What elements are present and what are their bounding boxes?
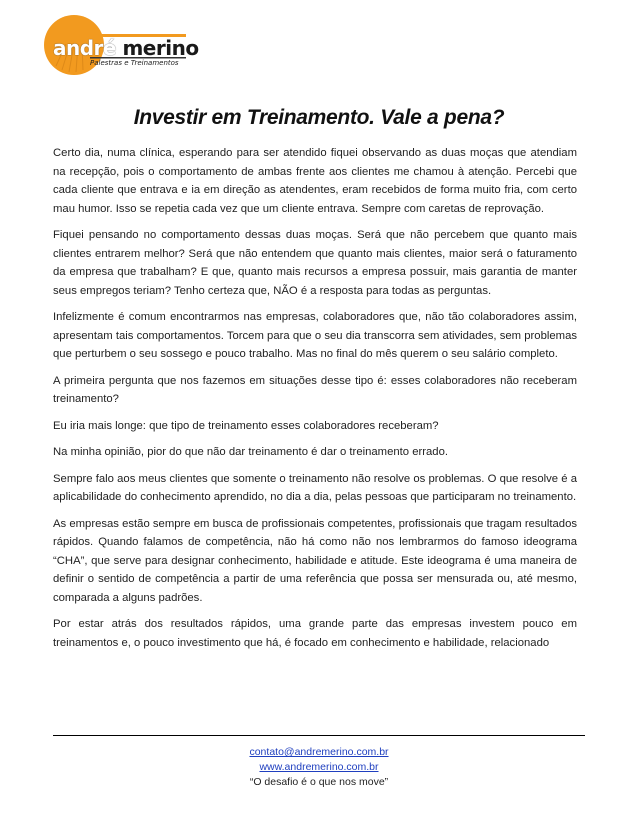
- logo-wordmark: [53, 36, 199, 60]
- paragraph: Certo dia, numa clínica, esperando para ser atendido fiquei observando as duas moças que atendiam na recepção, pois o comportamento de ambas frente aos clientes me chamou à atenção. Percebi que cada cliente que entrava e ia em direção as atendentes, eram recebidos de forma muito fria, com certo mau humor. Isso se repetia cada vez que um cliente entrava. Sempre com caretas de reprovação.: [53, 147, 577, 215]
- email-link[interactable]: contato@andremerino.com.br: [249, 746, 389, 758]
- footer-divider: [53, 735, 585, 736]
- paragraph: Sempre falo aos meus clientes que somente o treinamento não resolve os problemas. O que resolve é a aplicabilidade do conhecimento aprendido, no dia a dia, pelas pessoas que participaram no treinamento.: [53, 472, 577, 503]
- paragraph: A primeira pergunta que nos fazemos em situações desse tipo é: esses colaboradores não receberam treinamento?: [53, 374, 577, 405]
- document-body: [53, 144, 577, 660]
- paragraph: As empresas estão sempre em busca de profissionais competentes, profissionais que tragam resultados rápidos. Quando falamos de competência, não há como não nos lembrarmos do famoso ideograma “CHA”, que serve para designar conhecimento, habilidade e atitude. Este ideograma é uma maneira de definir o sentido de competência a partir de uma referência que possa ser mensurada ou, até mesmo, comparada a alguns padrões.: [53, 517, 577, 604]
- paragraph: Eu iria mais longe: que tipo de treinamento esses colaboradores receberam?: [53, 419, 439, 432]
- logo-name-last: merino: [122, 36, 199, 60]
- paragraph: Infelizmente é comum encontrarmos nas empresas, colaboradores que, não tão colaboradores assim, apresentam tais comportamentos. Torcem para que o seu dia transcorra sem atividades, sem problemas que perturbem o seu sossego e pouco trabalho. Mas no final do mês querem o seu salário completo.: [53, 311, 577, 360]
- logo-name-first: andré: [53, 36, 116, 60]
- paragraph: Na minha opinião, pior do que não dar treinamento é dar o treinamento errado.: [53, 446, 449, 458]
- document-title: Investir em Treinamento. Vale a pena?: [133, 106, 505, 129]
- footer-motto: “O desafio é o que nos move”: [249, 776, 389, 788]
- company-logo: [36, 14, 199, 76]
- logo-tagline: Palestras e Treinamentos: [90, 59, 179, 67]
- paragraph: Fiquei pensando no comportamento dessas duas moças. Será que não percebem que quanto mais clientes entrarem melhor? Será que não entendem que quanto mais clientes, maior será o faturamento da empresa que trabalham? E que, quanto mais recursos a empresa possuir, mais garantia de manter seus empregos teriam? Tenho certeza que, NÃO é a resposta para todas as perguntas.: [53, 229, 577, 297]
- website-link[interactable]: www.andremerino.com.br: [259, 761, 379, 773]
- paragraph: Por estar atrás dos resultados rápidos, uma grande parte das empresas investem pouco em treinamentos e, o pouco investimento que há, é focado em conhecimento e habilidade, relacionado: [53, 618, 577, 649]
- page-footer: [0, 745, 638, 790]
